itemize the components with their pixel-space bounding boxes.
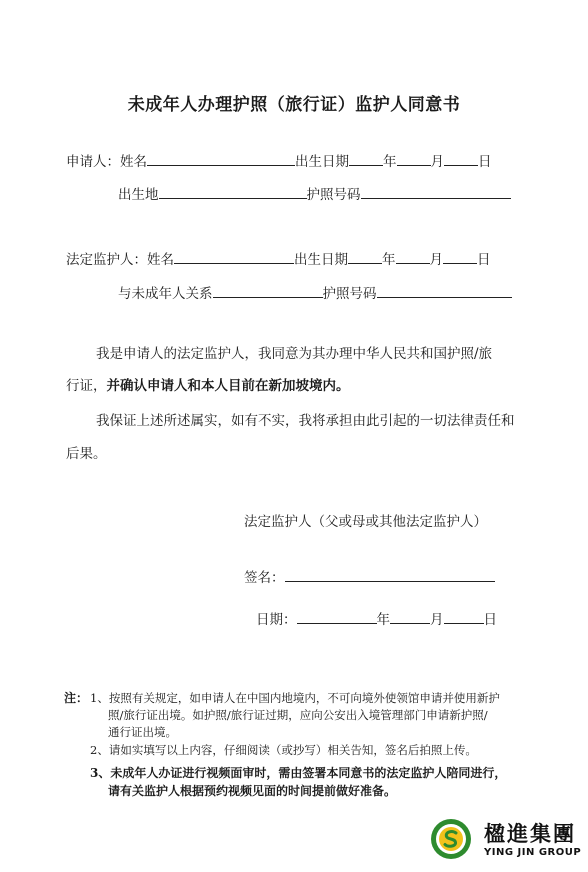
signature-date-label: 日期： — [256, 612, 297, 628]
consent-bold-text: 并确认申请人和本人目前在新加坡境内。 — [106, 378, 350, 394]
applicant-row-2 — [118, 183, 511, 203]
guarantee-paragraph-line-2: 后果。 — [66, 446, 107, 462]
guardian-row-1 — [66, 248, 491, 268]
guardian-name-label: 姓名 — [147, 252, 174, 268]
guardian-relation-label: 与未成年人关系 — [118, 286, 213, 302]
signature-field[interactable] — [285, 567, 495, 582]
signature-day-label: 日 — [483, 612, 497, 628]
note-3-line-1: 3、未成年人办证进行视频面审时，需由签署本同意书的法定监护人陪同进行， — [90, 766, 507, 780]
signature-day-field[interactable] — [444, 609, 484, 624]
applicant-passport-field[interactable] — [361, 184, 511, 199]
signature-month-field[interactable] — [390, 609, 430, 624]
note-1-line-2: 照/旅行证出境。如护照/旅行证过期，应向公安出入境管理部门申请新护照/ — [108, 708, 488, 722]
consent-paragraph-line-2 — [66, 370, 350, 402]
note-1-line-1: 1、按照有关规定，如申请人在中国内地境内，不可向境外使领馆申请并使用新护 — [90, 691, 500, 705]
guardian-month-label: 月 — [429, 252, 443, 268]
guarantee-paragraph-line-1: 我保证上述所述属实，如有不实，我将承担由此引起的一切法律责任和 — [96, 413, 515, 429]
guardian-relation-field[interactable] — [213, 283, 323, 298]
brand-name-cn: 楹進集團 — [484, 821, 576, 846]
note-2: 2、请如实填写以上内容，仔细阅读（或抄写）相关告知，签名后拍照上传。 — [90, 743, 477, 757]
signature-row — [244, 566, 495, 586]
applicant-passport-label: 护照号码 — [306, 187, 361, 203]
guardian-day-label: 日 — [477, 252, 491, 268]
applicant-birth-month-field[interactable] — [397, 151, 431, 166]
applicant-birthplace-field[interactable] — [159, 184, 307, 199]
guardian-birth-day-field[interactable] — [443, 249, 477, 264]
signature-year-label: 年 — [376, 612, 390, 628]
document-title: 未成年人办理护照（旅行证）监护人同意书 — [127, 95, 461, 115]
consent-text: 行证， — [66, 378, 107, 394]
applicant-birth-day-field[interactable] — [444, 151, 478, 166]
applicant-birth-year-field[interactable] — [349, 151, 383, 166]
applicant-name-field[interactable] — [147, 151, 295, 166]
note-1-line-3: 通行证出境。 — [108, 725, 177, 739]
signature-heading: 法定监护人（父或母或其他法定监护人） — [244, 514, 487, 530]
guardian-birth-date-label: 出生日期 — [294, 252, 348, 268]
signature-year-field[interactable] — [297, 609, 377, 624]
guardian-name-field[interactable] — [174, 249, 294, 264]
applicant-birthplace-label: 出生地 — [118, 187, 159, 203]
brand-name-en: YING JIN GROUP — [484, 847, 582, 858]
guardian-year-label: 年 — [382, 252, 396, 268]
notes-prefix: 注： — [64, 691, 89, 705]
applicant-name-label: 姓名 — [120, 154, 147, 170]
guardian-birth-year-field[interactable] — [348, 249, 382, 264]
guardian-birth-month-field[interactable] — [396, 249, 430, 264]
guardian-passport-label: 护照号码 — [322, 286, 377, 302]
applicant-label: 申请人： — [66, 154, 120, 170]
signature-month-label: 月 — [430, 612, 444, 628]
signature-date-row — [256, 608, 497, 628]
guardian-label: 法定监护人： — [66, 252, 147, 268]
signature-label: 签名： — [244, 570, 285, 586]
applicant-birth-date-label: 出生日期 — [295, 154, 349, 170]
ying-jin-logo-icon — [430, 818, 472, 860]
applicant-row-1 — [66, 150, 492, 170]
applicant-month-label: 月 — [430, 154, 444, 170]
consent-paragraph-line-1: 我是申请人的法定监护人，我同意为其办理中华人民共和国护照/旅 — [96, 346, 493, 362]
applicant-day-label: 日 — [478, 154, 492, 170]
applicant-year-label: 年 — [383, 154, 397, 170]
guardian-row-2 — [118, 282, 512, 302]
note-3-line-2: 请有关监护人根据预约视频见面的时间提前做好准备。 — [108, 784, 397, 798]
guardian-passport-field[interactable] — [377, 283, 512, 298]
